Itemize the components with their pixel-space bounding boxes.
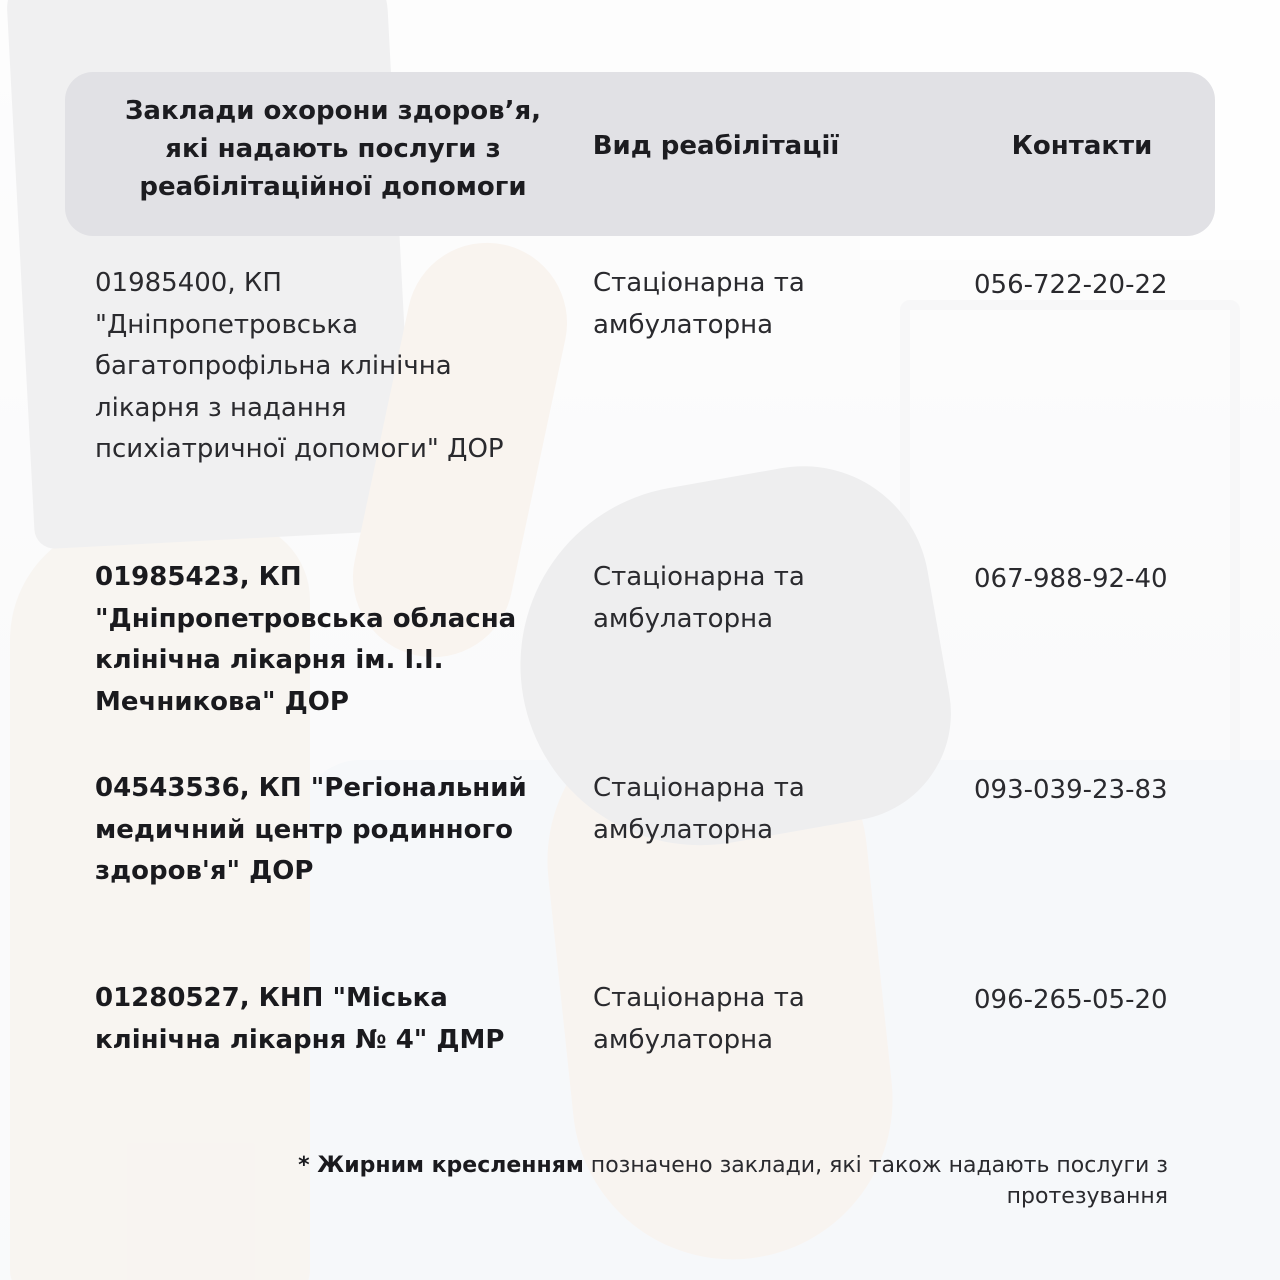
table-header — [65, 72, 1215, 236]
phone-number: 056-722-20-22 — [974, 270, 1168, 300]
facility-name: 01985400, КП "Дніпропетровська багатопрофільна клінічна лікарня з надання психіатричної допомоги" ДОР — [95, 268, 504, 464]
phone-number: 093-039-23-83 — [974, 775, 1168, 805]
facility-name: 01280527, КНП "Міська клінічна лікарня № 4" ДМР — [95, 983, 505, 1055]
facility-name: 04543536, КП "Регіональний медичний центр родинного здоров'я" ДОР — [95, 773, 527, 886]
rehab-type: Стаціонарна та амбулаторна — [593, 773, 805, 845]
footnote-text: позначено заклади, які також надають послуги з протезування — [583, 1153, 1168, 1209]
footnote-bold-text: * Жирним кресленням — [298, 1153, 584, 1178]
footnote — [188, 1150, 1168, 1212]
facility-name: 01985423, КП "Дніпропетровська обласна клінічна лікарня ім. І.І. Мечникова" ДОР — [95, 562, 517, 717]
header-contacts: Контакти — [1011, 131, 1153, 161]
rehab-type: Стаціонарна та амбулаторна — [593, 983, 805, 1055]
phone-number: 067-988-92-40 — [974, 564, 1168, 594]
header-institution: Заклади охорони здоров’я, які надають послуги з реабілітаційної допомоги — [124, 96, 542, 202]
rehab-type: Стаціонарна та амбулаторна — [593, 562, 805, 634]
header-rehab-type: Вид реабілітації — [592, 131, 840, 161]
phone-number: 096-265-05-20 — [974, 985, 1168, 1015]
rehab-type: Стаціонарна та амбулаторна — [593, 268, 805, 340]
